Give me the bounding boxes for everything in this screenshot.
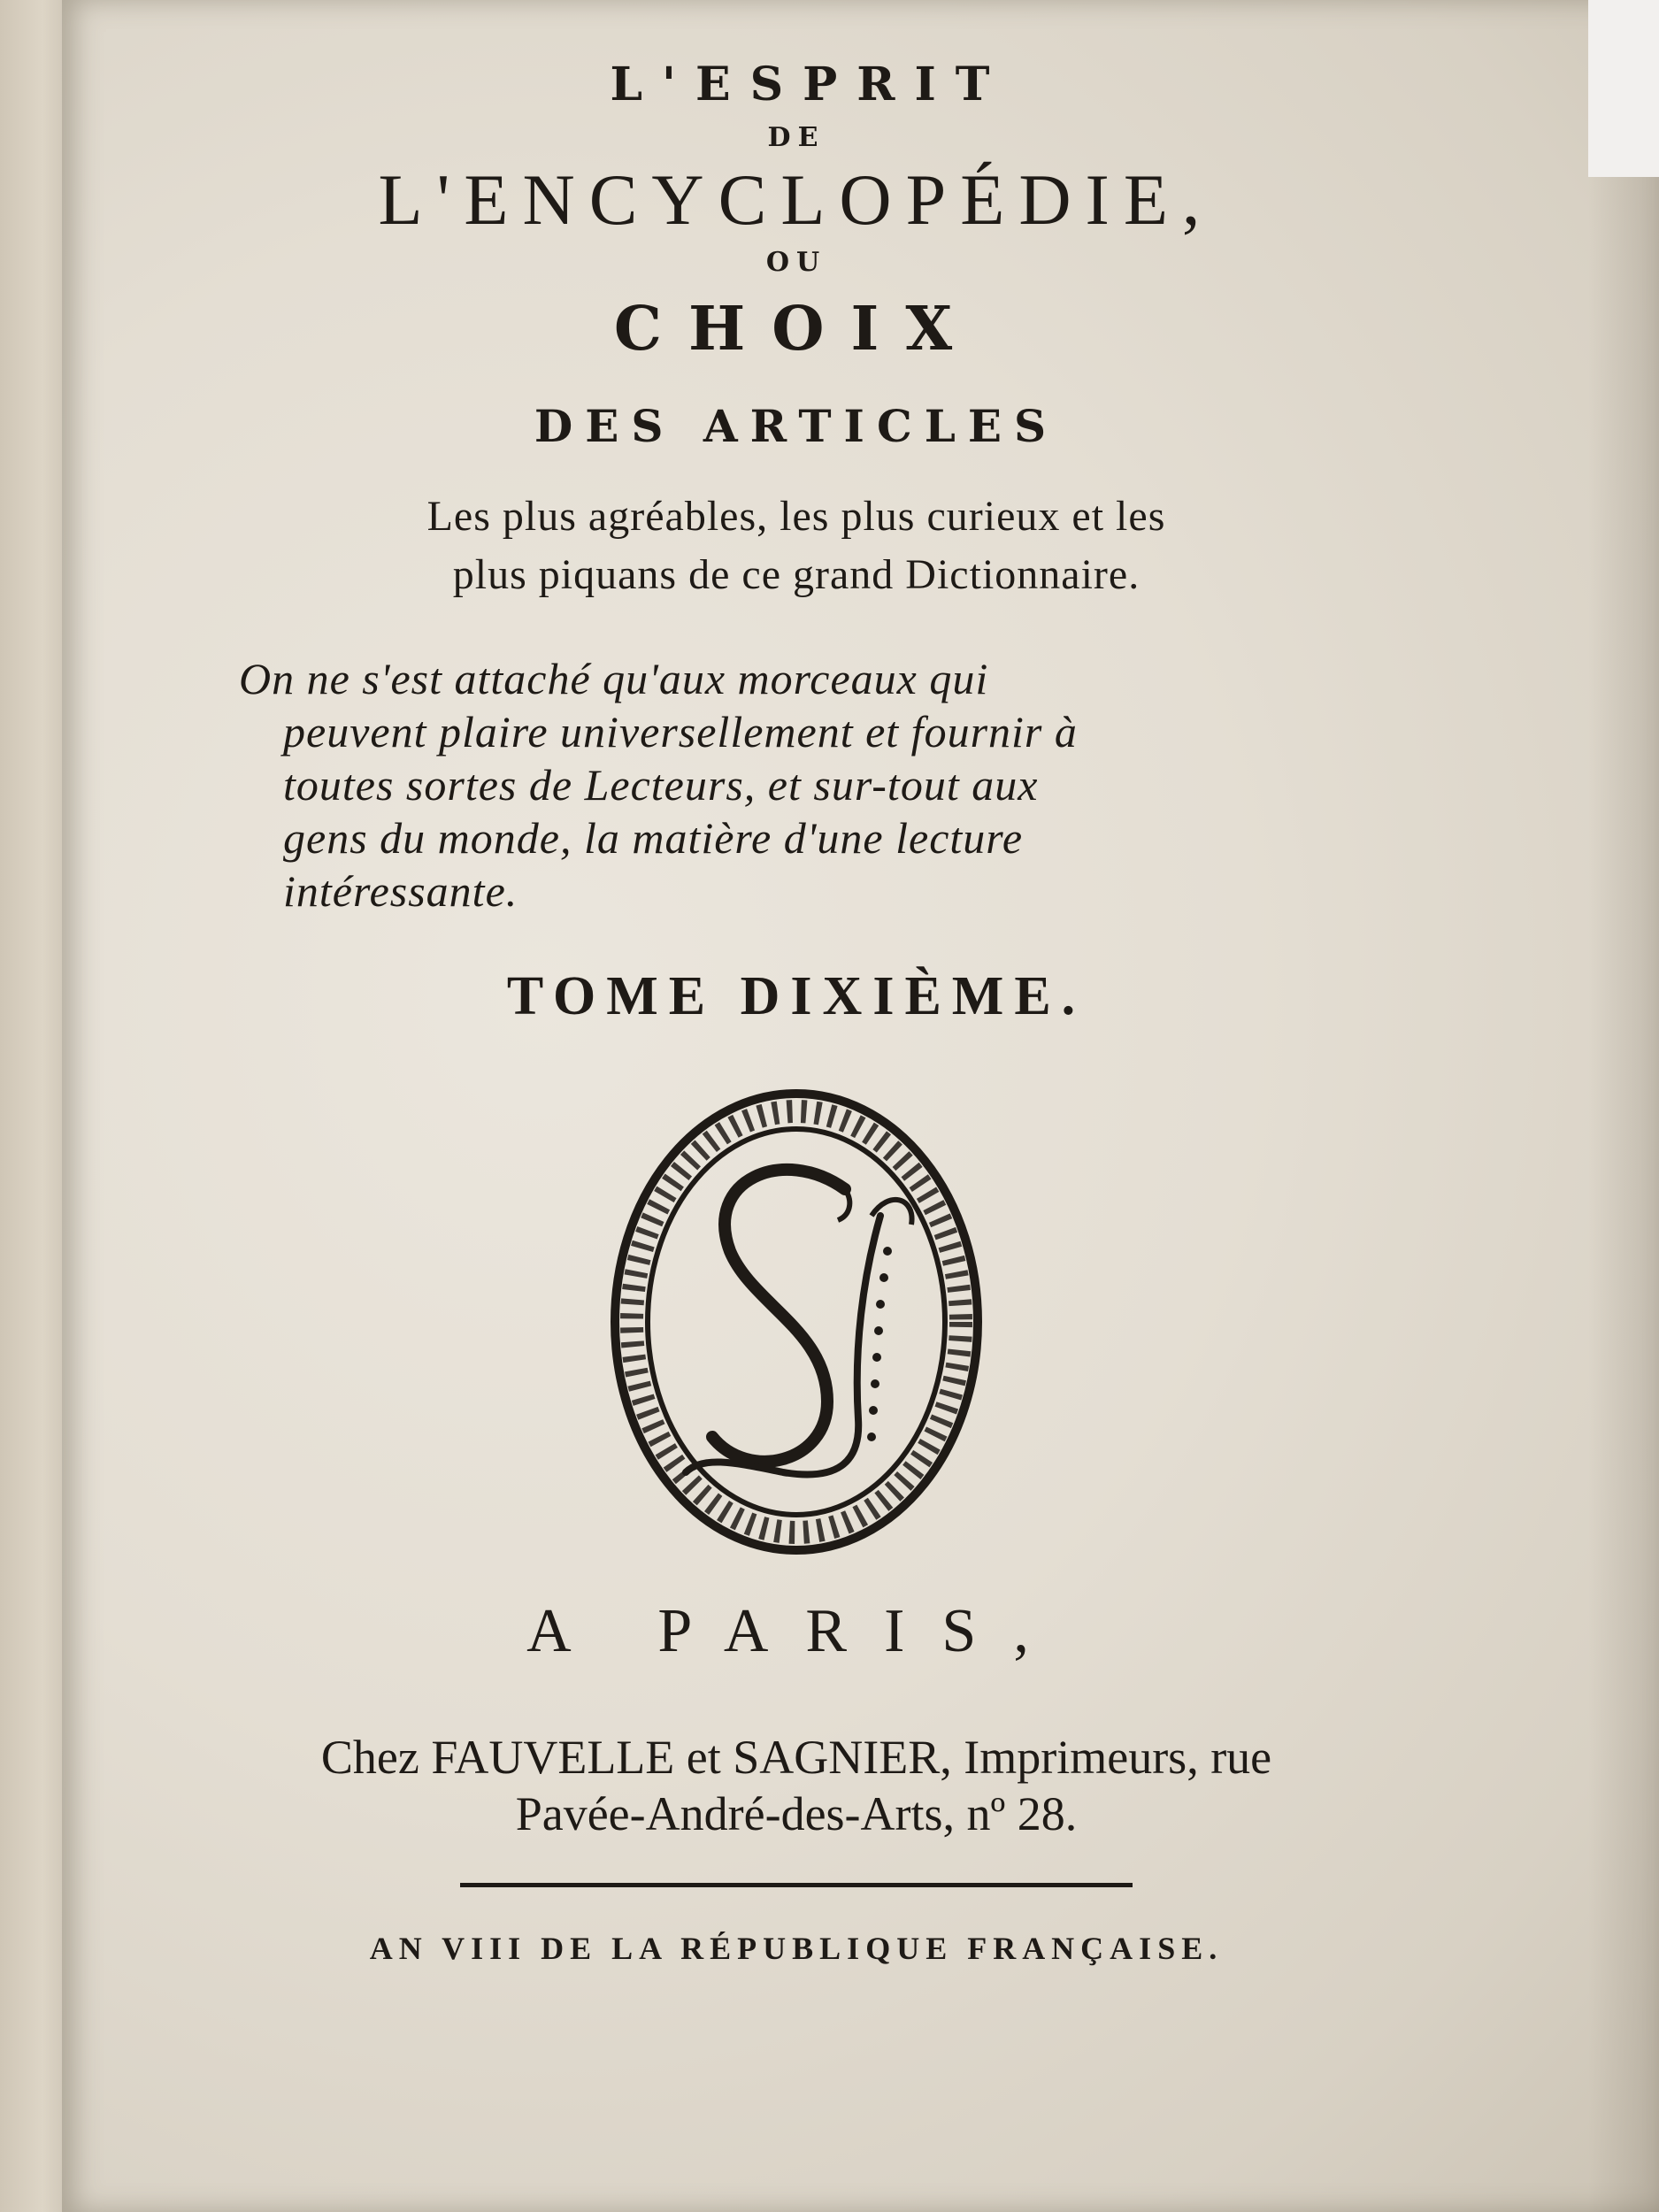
divider-rule xyxy=(460,1883,1133,1887)
subtitle-line: plus piquans de ce grand Dictionnaire. xyxy=(452,551,1141,598)
description-line: peuvent plaire universellement et fournir à xyxy=(283,707,1078,757)
monogram-emblem-icon xyxy=(606,1083,987,1561)
title-line-articles: DES ARTICLES xyxy=(534,400,1059,452)
title-page-content xyxy=(177,53,1416,1999)
description-line: gens du monde, la matière d'une lecture xyxy=(283,813,1024,863)
publisher xyxy=(177,1729,1416,1842)
publication-place: A PARIS, xyxy=(526,1597,1066,1665)
subtitle xyxy=(177,488,1416,604)
background-corner xyxy=(1588,0,1659,177)
title-line-encyclopedie: L'ENCYCLOPÉDIE, xyxy=(378,159,1215,240)
title-line-esprit: L'ESPRIT xyxy=(610,58,1010,111)
description-line: intéressante. xyxy=(283,866,518,916)
description-line: toutes sortes de Lecteurs, et sur-tout aux xyxy=(283,760,1039,810)
volume-label: TOME DIXIÈME. xyxy=(506,966,1087,1026)
title-line-ou: OU xyxy=(765,247,827,278)
publisher-line: Pavée-André-des-Arts, nº 28. xyxy=(515,1787,1078,1840)
title-line-de: DE xyxy=(767,122,826,153)
subtitle-line: Les plus agréables, les plus curieux et les xyxy=(426,493,1166,540)
publication-date: AN VIII DE LA RÉPUBLIQUE FRANÇAISE. xyxy=(369,1931,1224,1966)
title-line-choix: CHOIX xyxy=(613,294,979,365)
description-line: On ne s'est attaché qu'aux morceaux qui xyxy=(239,654,989,703)
publisher-line: Chez FAUVELLE et SAGNIER, Imprimeurs, rue xyxy=(320,1731,1272,1784)
description xyxy=(177,652,1318,918)
